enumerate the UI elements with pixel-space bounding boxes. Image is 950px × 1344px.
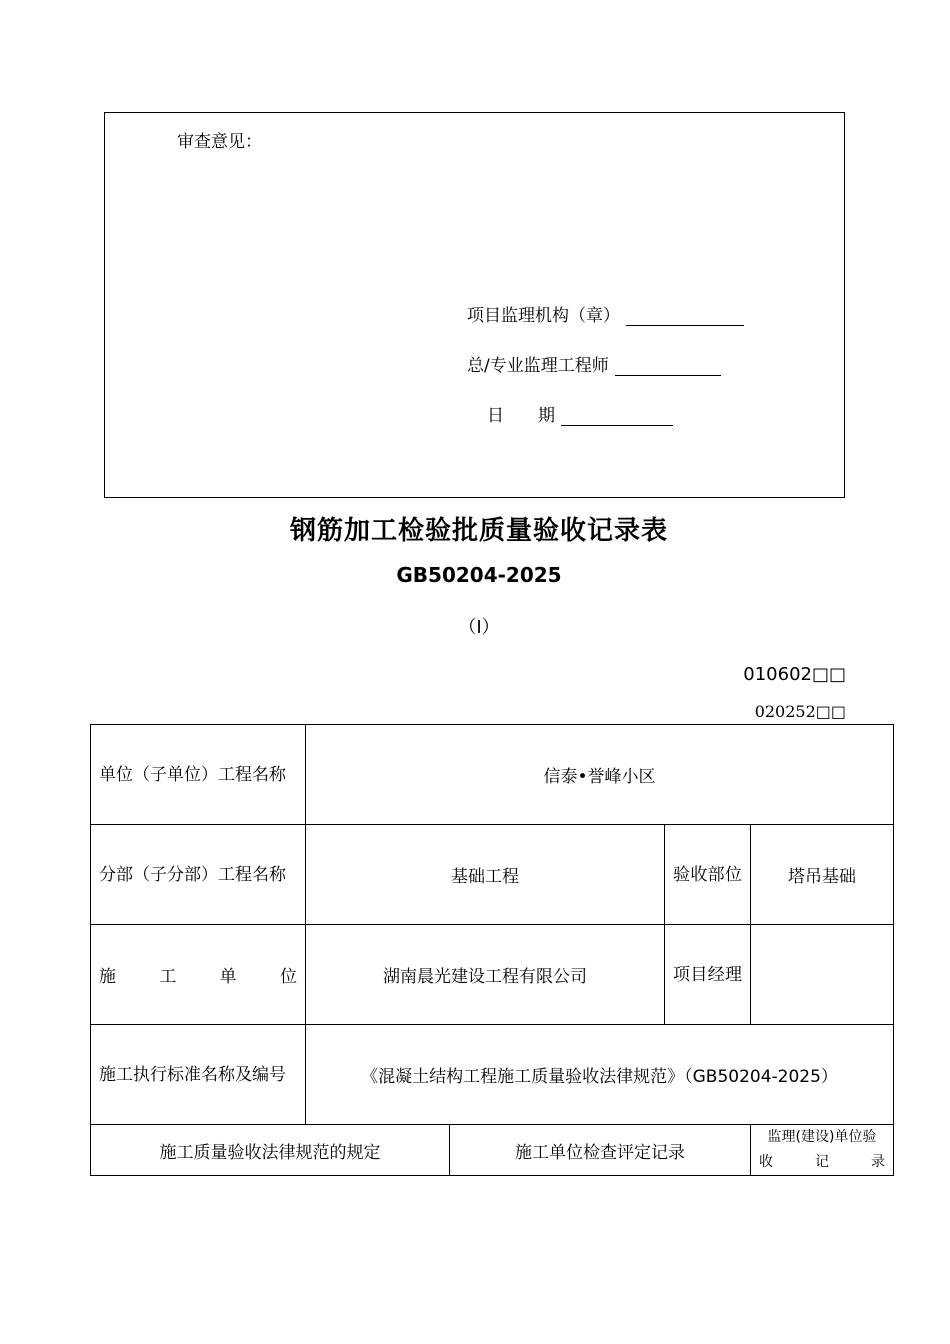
chief-engineer-blank[interactable] — [615, 357, 721, 376]
chief-engineer-label: 总/专业监理工程师 — [467, 356, 609, 376]
standard-name-value[interactable]: 《混凝土结构工程施工质量验收法律规范》（GB50204-2025） — [306, 1025, 894, 1125]
unit-project-label: 单位（子单位）工程名称 — [91, 725, 306, 825]
table-row — [91, 1025, 894, 1125]
table-row — [91, 925, 894, 1025]
contractor-value[interactable]: 湖南晨光建设工程有限公司 — [306, 925, 665, 1025]
review-opinion-label: 审查意见： — [177, 132, 262, 152]
review-date-blank[interactable] — [561, 407, 673, 426]
acceptance-part-label: 验收部位 — [665, 825, 751, 925]
project-manager-label: 项目经理 — [665, 925, 751, 1025]
contractor-label: 施工单位 — [91, 925, 306, 1025]
standard-code: GB50204-2025 — [396, 563, 562, 587]
project-manager-value[interactable] — [751, 925, 894, 1025]
col-header-supervisor — [751, 1125, 894, 1176]
review-opinion-box — [104, 112, 845, 498]
col-header-spec: 施工质量验收法律规范的规定 — [91, 1125, 450, 1176]
form-number-2: 020252□□ — [754, 702, 846, 721]
inspection-record-table — [90, 724, 894, 1176]
unit-project-value[interactable]: 信泰•誉峰小区 — [306, 725, 894, 825]
supervision-org-label: 项目监理机构（章） — [467, 306, 620, 326]
supervision-org-line — [467, 301, 744, 326]
review-date-line — [487, 401, 673, 426]
table-row — [91, 725, 894, 825]
table-row — [91, 825, 894, 925]
standard-name-label: 施工执行标准名称及编号 — [91, 1025, 306, 1125]
table-header-row — [91, 1125, 894, 1176]
chief-engineer-line — [467, 351, 721, 376]
division-value[interactable]: 基础工程 — [306, 825, 665, 925]
review-date-label: 日 期 — [487, 406, 555, 426]
col-header-contractor-check: 施工单位检查评定记录 — [450, 1125, 751, 1176]
col-header-supervisor-line2: 收 记 录 — [759, 1154, 886, 1170]
form-title: 钢筋加工检验批质量验收记录表 — [289, 516, 668, 546]
form-number-1: 010602□□ — [743, 664, 846, 685]
col-header-supervisor-line1: 监理(建设)单位验 — [767, 1129, 877, 1145]
division-label: 分部（子分部）工程名称 — [91, 825, 306, 925]
supervision-org-blank[interactable] — [626, 307, 744, 326]
acceptance-part-value[interactable]: 塔吊基础 — [751, 825, 894, 925]
part-number: （I） — [458, 617, 500, 638]
